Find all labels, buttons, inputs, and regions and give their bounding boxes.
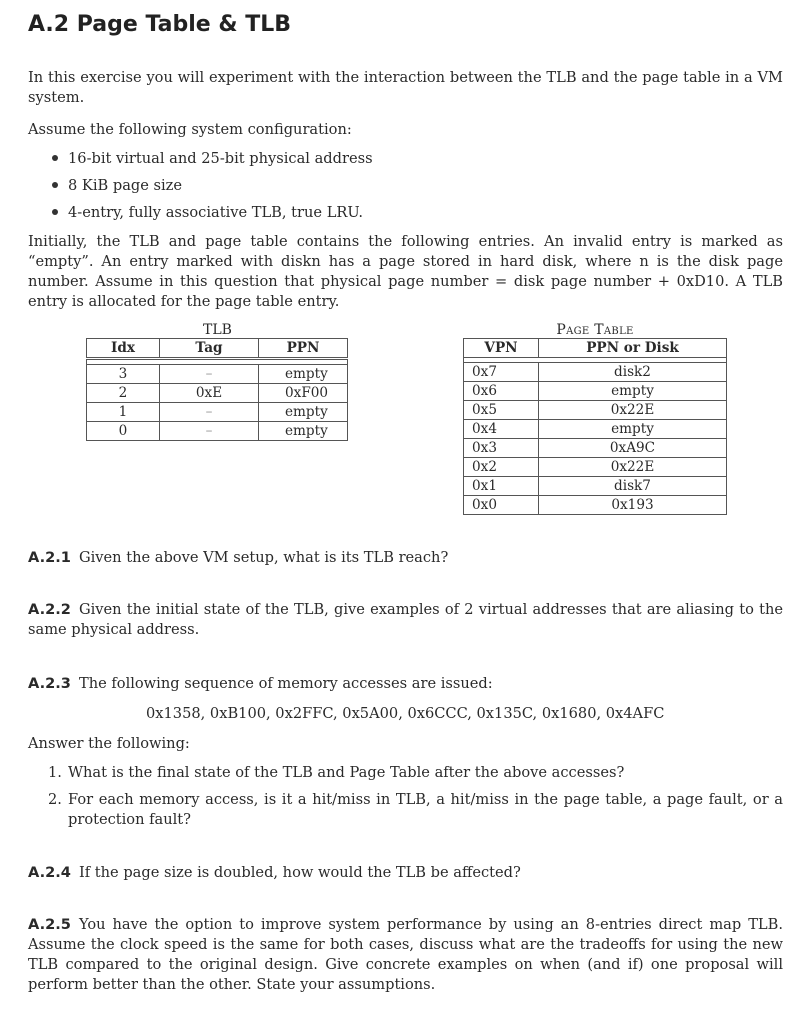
table-row: 0x0 0x193 xyxy=(464,496,727,515)
bullet-icon xyxy=(52,182,58,188)
table-row: 0x2 0x22E xyxy=(464,458,727,477)
question-a24: A.2.4 If the page size is doubled, how would the TLB be affected? xyxy=(28,864,521,881)
bullet-item: 8 KiB page size xyxy=(52,176,182,196)
table-row: 0x6 empty xyxy=(464,382,727,401)
page-table xyxy=(463,338,727,515)
table-row: 0x4 empty xyxy=(464,420,727,439)
answer-following: Answer the following: xyxy=(28,735,190,752)
bullet-item: 16-bit virtual and 25-bit physical address xyxy=(52,149,373,169)
list-item: 1. What is the final state of the TLB and Page Table after the above accesses? xyxy=(48,764,625,781)
intro-paragraph: In this exercise you will experiment with the interaction between the TLB and the page table in a VM system. xyxy=(28,69,783,106)
access-sequence: 0x1358, 0xB100, 0x2FFC, 0x5A00, 0x6CCC, 0x135C, 0x1680, 0x4AFC xyxy=(146,705,665,722)
list-item: 2. For each memory access, is it a hit/miss in TLB, a hit/miss in the page table, a page fault, or a protection fault? xyxy=(48,791,783,828)
table-row: 0x5 0x22E xyxy=(464,401,727,420)
tlb-header-tag: Tag xyxy=(160,339,259,359)
table-row: 1 – empty xyxy=(87,403,348,422)
question-a25: A.2.5 You have the option to improve system performance by using an 8-entries direct map TLB. Assume the clock speed is the same for both cases, discuss what are the tradeoffs for using the new TLB compared to the original design. Give concrete examples on when (and if) one proposal will perform better than the other. State your assumptions. xyxy=(28,916,783,993)
bullet-item: 4-entry, fully associative TLB, true LRU. xyxy=(52,203,363,223)
question-a21: A.2.1 Given the above VM setup, what is its TLB reach? xyxy=(28,549,449,566)
tlb-header-ppn: PPN xyxy=(259,339,348,359)
tlb-header-idx: Idx xyxy=(87,339,160,359)
question-a23: A.2.3 The following sequence of memory accesses are issued: xyxy=(28,675,493,692)
pt-header-vpn: VPN xyxy=(464,339,539,358)
tlb-table xyxy=(86,338,348,441)
assume-text: Assume the following system configuration: xyxy=(28,121,352,138)
initially-paragraph: Initially, the TLB and page table contains the following entries. An invalid entry is marked as “empty”. An entry marked with diskn has a page stored in hard disk, where n is the disk page number. Assume in this question that physical page number = disk page number + 0xD10. A TLB entry is allocated for the page table entry. xyxy=(28,233,783,310)
table-row: 2 0xE 0xF00 xyxy=(87,384,348,403)
table-row: 0x7 disk2 xyxy=(464,363,727,382)
bullet-icon xyxy=(52,209,58,215)
page-table-caption: Page Table xyxy=(556,322,634,338)
pt-header-ppn: PPN or Disk xyxy=(539,339,727,358)
section-heading: A.2 Page Table & TLB xyxy=(28,12,291,37)
table-row: 0 – empty xyxy=(87,422,348,441)
table-row: 0x1 disk7 xyxy=(464,477,727,496)
tlb-caption: TLB xyxy=(203,322,232,338)
table-row: 0x3 0xA9C xyxy=(464,439,727,458)
table-row: 3 – empty xyxy=(87,365,348,384)
question-a22: A.2.2 Given the initial state of the TLB, give examples of 2 virtual addresses that are aliasing to the same physical address. xyxy=(28,601,783,638)
bullet-icon xyxy=(52,155,58,161)
